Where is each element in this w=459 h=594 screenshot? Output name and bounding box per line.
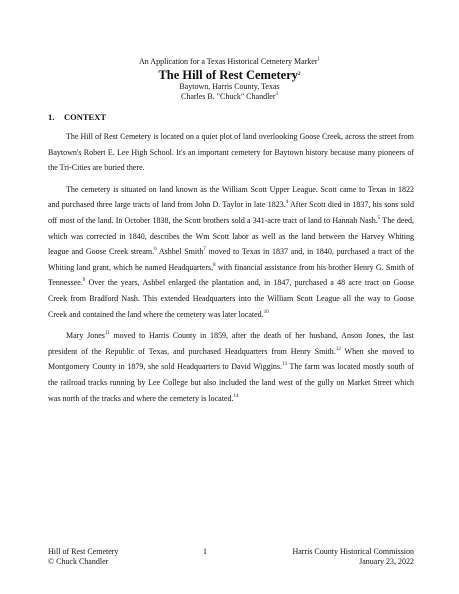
footer-organization: Harris County Historical Commission <box>292 547 414 556</box>
footnote-ref: 3 <box>275 91 278 97</box>
footnote-ref: 9 <box>82 278 86 284</box>
footnote-ref: 14 <box>233 393 239 399</box>
paragraph: The Hill of Rest Cemetery is located on a quiet plot of land overlooking Goose Creek, across the street from Baytown's Robert E. Lee High School. It's an important cemetery for Baytown history because many pioneers of the Tri-Cities are buried there. <box>48 132 414 173</box>
section-number: 1. <box>48 112 55 122</box>
application-subtitle: An Application for a Texas Historical Cemetery Marker$^1$ <box>138 57 321 66</box>
footer-left <box>48 547 118 567</box>
section-heading <box>48 112 414 122</box>
footnote-ref: 12 <box>335 346 341 352</box>
footer-doc-title: Hill of Rest Cemetery <box>48 547 119 556</box>
footnote-ref: 7 <box>203 247 206 253</box>
footnote-ref: 8 <box>213 262 216 268</box>
footnote-ref: 1 <box>317 57 321 62</box>
footnote-ref: 5 <box>377 215 381 221</box>
paragraph: The cemetery is situated on land known as the William Scott Upper League. Scott came to Texas in 1822 and purchased three large tracts of land from John D. Taylor in late 1823.$^4$ After Scott died in 1837, his sons sold off most of the land. In October 1838, the Scott brothers sold a 341-acre tract of land to Hannah Nash.$^5$ The deed, which was corrected in 1840, describes the Wm Scott labor as well as the land between the Harvey Whiting league and Goose Creek stream.$^6$ Ashbel Smith$^7$ moved to Texas in 1837 and, in 1840, purchased a tract of the Whiting land grant, which he named Headquarters,$^8$ with financial assistance from his brother Henry G. Smith of Tennessee.$^9$ Over the years, Ashbel enlarged the plantation and, in 1847, purchased a 48 acre tract on Goose Creek from Bradford Nash. This extended Headquarters into the William Scott League all the way to Goose Creek and contained the land where the cemetery was later located.$^{10}$ <box>48 184 415 319</box>
paragraph: Mary Jones$^{11}$ moved to Harris County in 1859, after the death of her husband, Anson Jones, the last president of the Republic of Texas, and purchased Headquarters from Henry Smith.$^{12}$ When she moved to Montgomery County in 1879, she sold Headquarters to David Wiggins.$^{13}$ The farm was located mostly south of the railroad tracks running by Lee College but also included the land west of the gully on Market Street which was north of the tracks and where the cemetery is located.$^{14}$ <box>48 331 415 403</box>
footer-copyright: © Chuck Chandler <box>48 557 109 566</box>
author-line: Charles B. "Chuck" Chandler$^3$ <box>180 91 278 101</box>
footnote-ref: 11 <box>104 331 110 337</box>
page-number: 1 <box>203 547 207 556</box>
section-title: CONTEXT <box>64 112 107 122</box>
footnote-ref: 2 <box>298 72 301 77</box>
document-title: The Hill of Rest Cemetery$^2$ <box>158 68 301 82</box>
document-body <box>48 112 414 406</box>
footnote-ref: 6 <box>154 247 157 253</box>
footer-right <box>292 547 414 567</box>
document-header <box>0 57 459 101</box>
footnote-ref: 10 <box>263 309 269 315</box>
footnote-ref: 4 <box>285 200 289 206</box>
location-line: Baytown, Harris County, Texas <box>179 82 280 91</box>
footnote-ref: 13 <box>282 362 288 368</box>
footer-date: January 23, 2022 <box>359 557 414 566</box>
